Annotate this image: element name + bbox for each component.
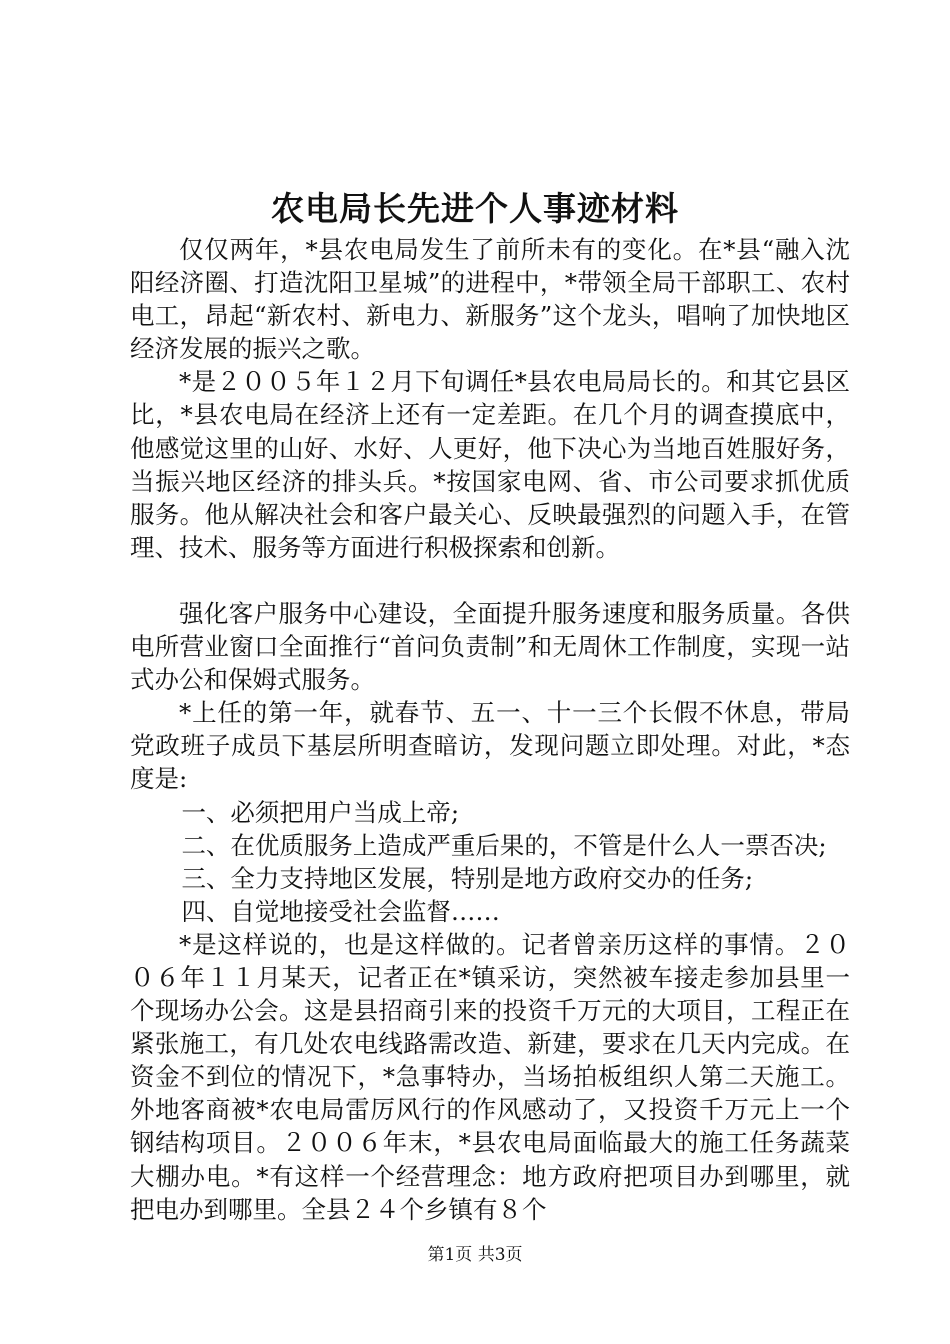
paragraph-first-year: *上任的第一年，就春节、五一、十一三个长假不休息，带局党政班子成员下基层所明查暗访，发现问题立即处理。对此，*态度是: bbox=[130, 698, 850, 794]
list-item-2: 二、在优质服务上造成严重后果的，不管是什么人一票否决; bbox=[181, 830, 827, 860]
paragraph-service-center: 强化客户服务中心建设，全面提升服务速度和服务质量。各供电所营业窗口全面推行“首问负责制”和无周休工作制度，实现一站式办公和保姆式服务。 bbox=[130, 598, 850, 695]
paragraph-intro: 仅仅两年，*县农电局发生了前所未有的变化。在*县“融入沈阳经济圈、打造沈阳卫星城”的进程中，*带领全局干部职工、农村电工，昂起“新农村、新电力、新服务”这个龙头，唱响了加快地区经济发展的振兴之歌。 bbox=[130, 235, 850, 364]
list-item-1: 一、必须把用户当成上帝; bbox=[181, 797, 460, 827]
paragraph-background: *是２００５年１２月下旬调任*县农电局局长的。和其它县区比，*县农电局在经济上还有一定差距。在几个月的调查摸底中，他感觉这里的山好、水好、人更好，他下决心为当地百姓服好务，当振兴地区经济的排头兵。*按国家电网、省、市公司要求抓优质服务。他从解决社会和客户最关心、反映最强烈的问题入手，在管理、技术、服务等方面进行积极探索和创新。 bbox=[130, 367, 850, 562]
list-item-4: 四、自觉地接受社会监督…… bbox=[181, 896, 500, 926]
document-title: 农电局长先进个人事迹材料 bbox=[271, 189, 679, 228]
list-item-3: 三、全力支持地区发展，特别是地方政府交办的任务; bbox=[181, 863, 754, 893]
page-footer: 第1页 共3页 bbox=[427, 1245, 523, 1265]
paragraph-reporter-account: *是这样说的，也是这样做的。记者曾亲历这样的事情。２００６年１１月某天，记者正在*镇采访，突然被车接走参加县里一个现场办公会。这是县招商引来的投资千万元的大项目，工程正在紧张施工，有几处农电线路需改造、新建，要求在几天内完成。在资金不到位的情况下，*急事特办，当场拍板组织人第二天施工。外地客商被*农电局雷厉风行的作风感动了，又投资千万元上一个钢结构项目。２００６年末，*县农电局面临最大的施工任务蔬菜大棚办电。*有这样一个经营理念：地方政府把项目办到哪里，就把电办到哪里。全县２４个乡镇有８个 bbox=[130, 929, 850, 1224]
document-body bbox=[130, 233, 850, 1226]
